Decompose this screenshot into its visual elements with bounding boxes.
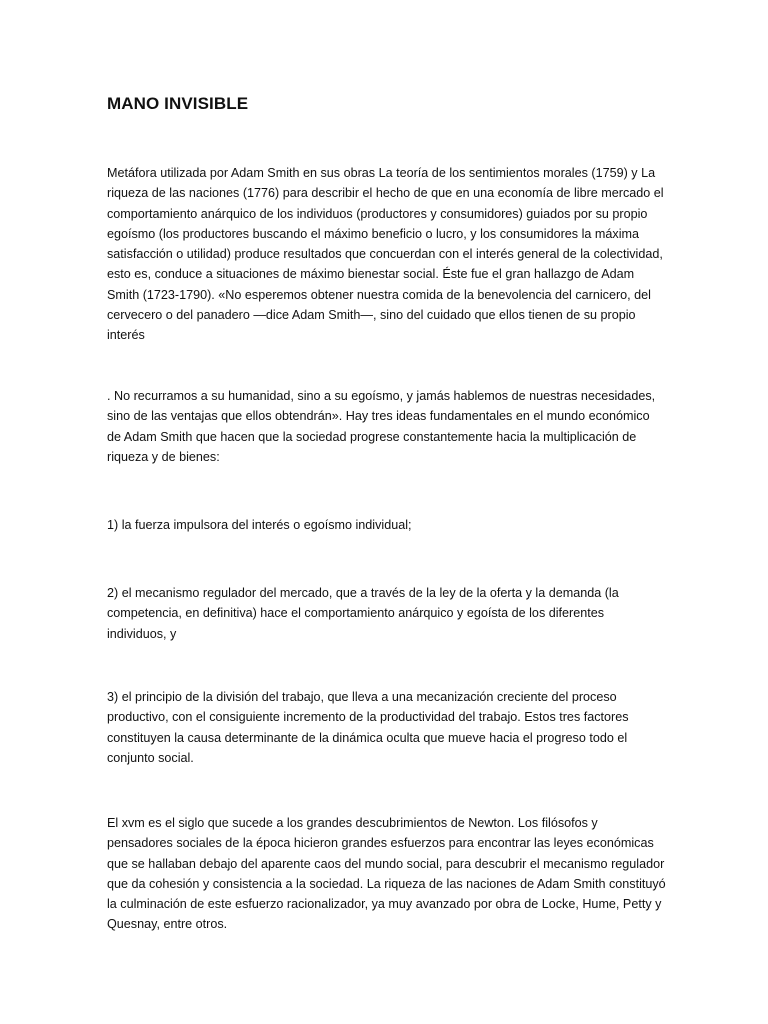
- page-title: MANO INVISIBLE: [107, 94, 249, 113]
- paragraph-context: El xvm es el siglo que sucede a los grandes descubrimientos de Newton. Los filósofos y pensadores sociales de la época hicieron grandes esfuerzos para encontrar las leyes económicas que se hallaban debajo del aparente caos del mundo social, para descubrir el mecanismo regulador que da cohesión y consistencia a la sociedad. La riqueza de las naciones de Adam Smith constituyó la culminación de este esfuerzo racionalizador, ya muy avanzado por obra de Locke, Hume, Petty y Quesnay, entre otros.: [107, 816, 666, 932]
- paragraph-idea-2: 2) el mecanismo regulador del mercado, que a través de la ley de la oferta y la demanda (la competencia, en definitiva) hace el comportamiento anárquico y egoísta de los diferentes individuos, y: [107, 586, 619, 641]
- paragraph-idea-1: 1) la fuerza impulsora del interés o egoísmo individual;: [107, 518, 412, 532]
- paragraph-definition: Metáfora utilizada por Adam Smith en sus obras La teoría de los sentimientos morales (1759) y La riqueza de las naciones (1776) para describir el hecho de que en una economía de libre mercado el comportamiento anárquico de los individuos (productores y consumidores) guiados por su propio egoísmo (los productores buscando el máximo beneficio o lucro, y los consumidores la máxima satisfacción o utilidad) produce resultados que concuerdan con el interés general de la colectividad, esto es, conduce a situaciones de máximo bienestar social. Éste fue el gran hallazgo de Adam Smith (1723-1790). «No esperemos obtener nuestra comida de la benevolencia del carnicero, del cervecero o del panadero —dice Adam Smith—, sino del cuidado que ellos tienen de su propio interés: [107, 166, 664, 343]
- paragraph-quote-continuation: . No recurramos a su humanidad, sino a su egoísmo, y jamás hablemos de nuestras necesidades, sino de las ventajas que ellos obtendrán». Hay tres ideas fundamentales en el mundo económico de Adam Smith que hacen que la sociedad progrese constantemente hacia la multiplicación de riqueza y de bienes:: [107, 389, 656, 464]
- paragraph-idea-3: 3) el principio de la división del trabajo, que lleva a una mecanización creciente del proceso productivo, con el consiguiente incremento de la productividad del trabajo. Estos tres factores constituyen la causa determinante de la dinámica oculta que mueve hacia el progreso todo el conjunto social.: [107, 690, 629, 765]
